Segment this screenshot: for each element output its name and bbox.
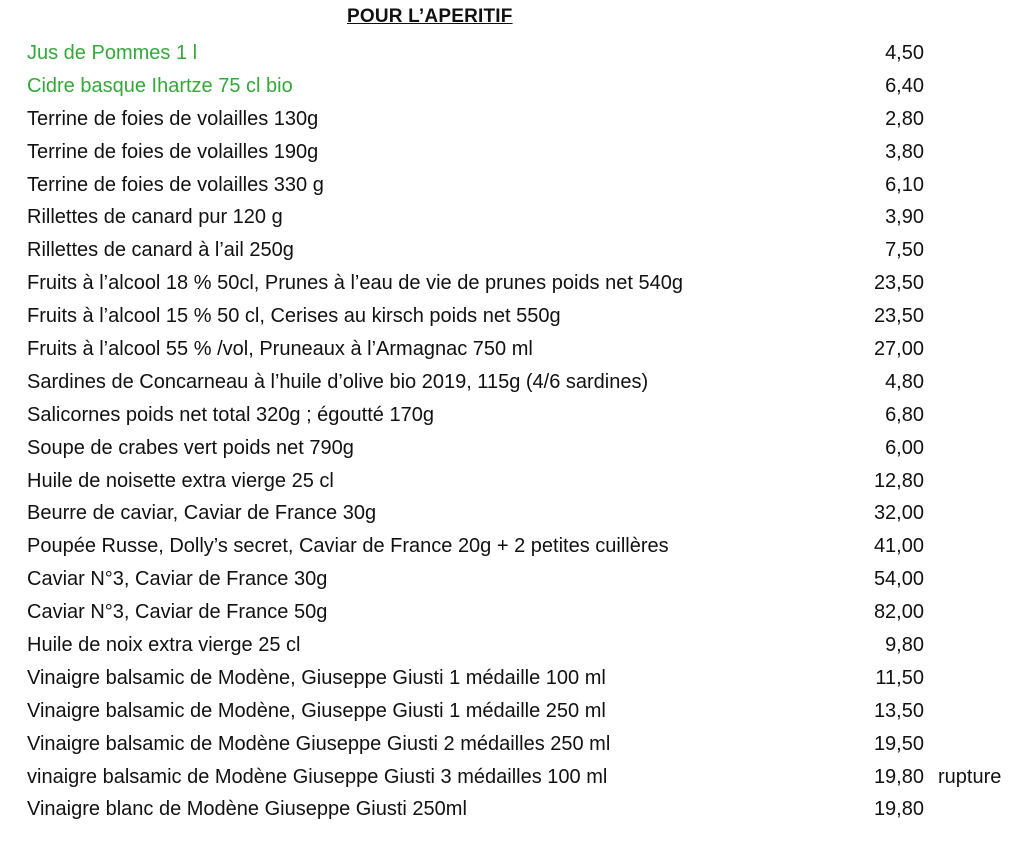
product-name: Fruits à l’alcool 18 % 50cl, Prunes à l’eau de vie de prunes poids net 540g [27, 272, 683, 295]
product-price: 27,00 [873, 338, 924, 361]
product-price: 19,80 [873, 765, 924, 788]
product-name: Sardines de Concarneau à l’huile d’olive bio 2019, 115g (4/6 sardines) [27, 370, 649, 393]
product-name: Vinaigre balsamic de Modène, Giuseppe Giusti 1 médaille 250 ml [27, 699, 606, 722]
list-item [0, 300, 1024, 333]
product-name: Salicornes poids net total 320g ; égoutté 170g [27, 403, 434, 426]
product-name: Rillettes de canard à l’ail 250g [27, 239, 294, 262]
product-price: 41,00 [873, 535, 924, 558]
product-name: Terrine de foies de volailles 330 g [27, 173, 324, 196]
product-name: Vinaigre balsamic de Modène Giuseppe Giusti 2 médailles 250 ml [27, 732, 611, 755]
product-price: 54,00 [873, 568, 924, 591]
list-item [0, 563, 1024, 596]
product-price: 23,50 [873, 272, 924, 295]
list-item [0, 596, 1024, 629]
stock-status: rupture [938, 765, 1002, 788]
list-item [0, 761, 1024, 794]
product-price: 32,00 [873, 502, 924, 525]
product-price: 19,50 [873, 732, 924, 755]
product-price: 4,80 [885, 370, 924, 393]
list-item [0, 333, 1024, 366]
list-item [0, 465, 1024, 498]
list-item [0, 662, 1024, 695]
product-price: 3,90 [885, 206, 924, 229]
page-title: POUR L’APERITIF [347, 6, 513, 27]
product-name: Fruits à l’alcool 55 % /vol, Pruneaux à l’Armagnac 750 ml [27, 338, 533, 361]
product-price: 9,80 [885, 634, 924, 657]
list-item [0, 169, 1024, 202]
product-price: 23,50 [873, 305, 924, 328]
product-name: Soupe de crabes vert poids net 790g [27, 436, 354, 459]
product-price: 13,50 [873, 699, 924, 722]
list-item [0, 695, 1024, 728]
product-price: 11,50 [875, 666, 924, 689]
list-item [0, 497, 1024, 530]
product-name: Rillettes de canard pur 120 g [27, 206, 283, 229]
product-name: Huile de noix extra vierge 25 cl [27, 634, 301, 657]
list-item [0, 793, 1024, 826]
list-item [0, 103, 1024, 136]
product-price: 6,40 [885, 74, 924, 97]
product-price: 4,50 [885, 42, 924, 64]
product-name: Beurre de caviar, Caviar de France 30g [27, 502, 377, 525]
product-name: Vinaigre balsamic de Modène, Giuseppe Giusti 1 médaille 100 ml [27, 666, 606, 689]
list-item [0, 136, 1024, 169]
product-name: Jus de Pommes 1 l [27, 42, 198, 64]
product-name: vinaigre balsamic de Modène Giuseppe Giusti 3 médailles 100 ml [27, 765, 608, 788]
list-item [0, 267, 1024, 300]
list-item [0, 366, 1024, 399]
list-item [0, 70, 1024, 103]
product-price: 82,00 [873, 601, 924, 624]
product-price: 3,80 [885, 140, 924, 163]
product-price: 7,50 [885, 239, 924, 262]
list-item [0, 728, 1024, 761]
product-name: Terrine de foies de volailles 190g [27, 140, 319, 163]
product-price: 19,80 [873, 798, 924, 821]
product-price: 6,80 [885, 403, 924, 426]
product-name: Huile de noisette extra vierge 25 cl [27, 469, 334, 492]
product-name: Terrine de foies de volailles 130g [27, 107, 319, 130]
product-name: Caviar N°3, Caviar de France 30g [27, 568, 328, 591]
product-name: Vinaigre blanc de Modène Giuseppe Giusti 250ml [27, 798, 467, 821]
product-name: Fruits à l’alcool 15 % 50 cl, Cerises au kirsch poids net 550g [27, 305, 561, 328]
product-list [0, 37, 1024, 826]
list-item [0, 201, 1024, 234]
product-name: Cidre basque Ihartze 75 cl bio [27, 74, 293, 97]
list-item [0, 432, 1024, 465]
product-price: 6,10 [885, 173, 924, 196]
list-item [0, 37, 1024, 70]
product-name: Poupée Russe, Dolly’s secret, Caviar de France 20g + 2 petites cuillères [27, 535, 669, 558]
list-item [0, 629, 1024, 662]
product-price: 2,80 [885, 107, 924, 130]
list-item [0, 234, 1024, 267]
product-name: Caviar N°3, Caviar de France 50g [27, 601, 328, 624]
product-price: 12,80 [873, 469, 924, 492]
list-item [0, 399, 1024, 432]
list-item [0, 530, 1024, 563]
product-price: 6,00 [885, 436, 924, 459]
